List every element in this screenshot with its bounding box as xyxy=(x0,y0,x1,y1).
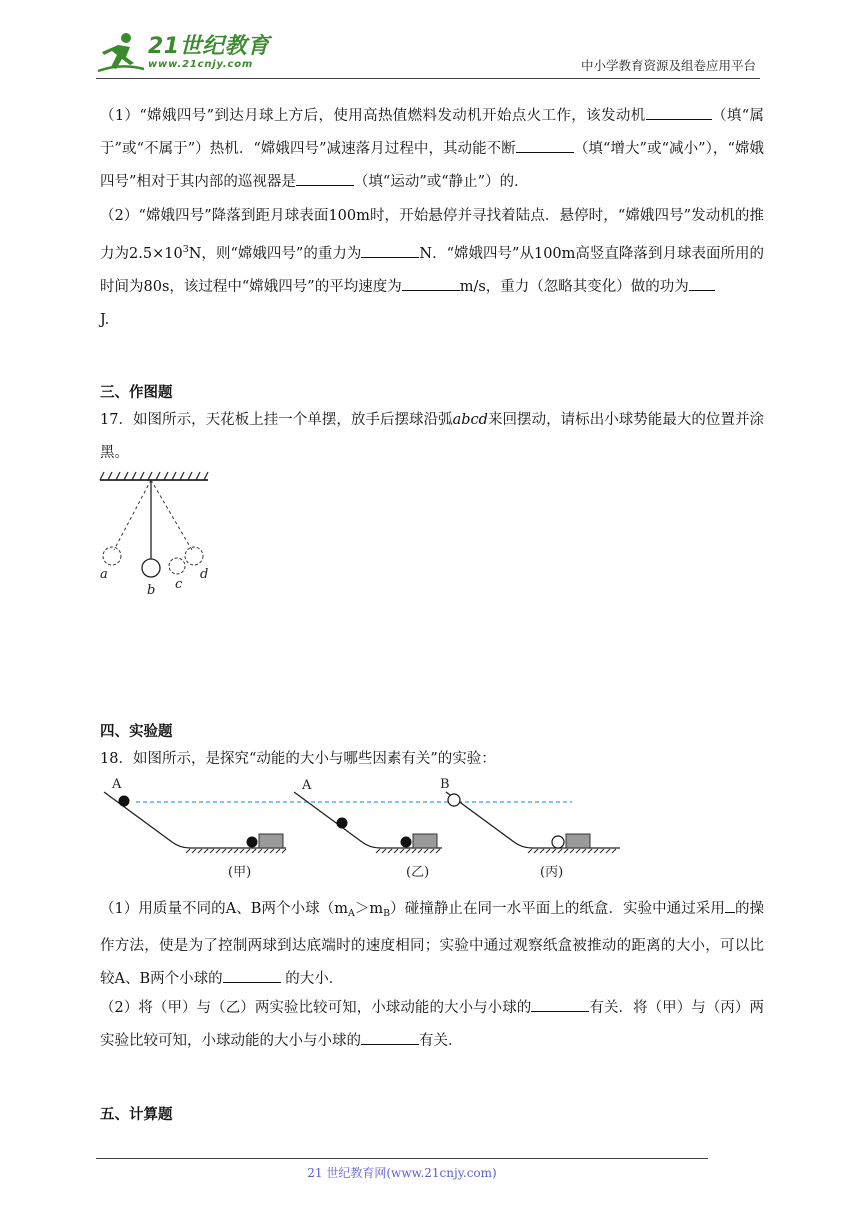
q16-p2-text-b: N，则“嫦娥四号”的重力为 xyxy=(188,246,362,262)
q18-p1-text-d: 的操作方法，使是为了控制两球到达底端时的速度相同；实验中通过观察纸盒被推动的距离的大小，可以比较A、B两个小球的 xyxy=(100,901,765,987)
caption-yi: (乙) xyxy=(406,865,430,880)
q18-intro-text: 18．如图所示，是探究“动能的大小与哪些因素有关”的实验： xyxy=(100,751,496,767)
q16-part2 xyxy=(100,200,764,337)
ball-position-b[interactable] xyxy=(142,559,160,577)
section-title-drawing: 三、作图题 xyxy=(100,384,173,401)
caption-bing: (丙) xyxy=(540,865,564,880)
q16-p2-text-e: J. xyxy=(100,312,110,328)
runner-logo-icon xyxy=(96,31,146,75)
paper-box xyxy=(259,834,283,848)
label-d: d xyxy=(200,567,209,582)
paper-box-2 xyxy=(413,834,437,848)
ball-position-d[interactable] xyxy=(185,547,203,565)
subscript-a: A xyxy=(348,908,355,919)
q18-p1-text-c: ）碰撞静止在同一水平面上的纸盒．实验中通过采用 xyxy=(390,901,725,917)
q16-part1 xyxy=(100,100,764,199)
label-ball-b: B xyxy=(440,777,450,792)
section-title-experiment: 四、实验题 xyxy=(100,723,173,740)
label-b: b xyxy=(147,583,156,598)
answer-blank[interactable] xyxy=(402,276,460,291)
subscript-b: B xyxy=(383,908,391,919)
section-title-calculation: 五、计算题 xyxy=(100,1106,173,1123)
q16-p1-text-c: （填“增大”或“减小”），“嫦娥四号”相对于其内部的巡视器是 xyxy=(100,141,764,190)
label-a: a xyxy=(100,567,108,582)
logo-title: 21世纪教育 xyxy=(148,34,270,59)
answer-blank[interactable] xyxy=(725,898,735,913)
q16-p1-text-d: （填“运动”或“静止”）的． xyxy=(353,174,529,190)
footer-divider xyxy=(96,1158,708,1159)
q18-p1-text-a: （1）用质量不同的A、B两个小球（m xyxy=(100,901,349,917)
q18-p2-text-b: 有关．将（甲）与（丙）两实验比较可知，小球动能的大小与小球的 xyxy=(100,1000,764,1049)
logo-url: www.21cnjy.com xyxy=(148,59,254,70)
label-ball-a: A xyxy=(112,777,122,792)
q18-p1-text-b: ＞m xyxy=(354,901,384,917)
q16-p2-text-a: （2）“嫦娥四号”降落到距月球表面100m时，开始悬停并寻找着陆点．悬停时，“嫦娥四号”发动机的推力为2.5×10 xyxy=(100,208,764,262)
ball-a-bottom xyxy=(247,837,258,848)
ball-a-bottom-2 xyxy=(401,837,412,848)
ball-b-bottom xyxy=(552,836,564,848)
q18-p2-text-c: 有关． xyxy=(419,1033,463,1049)
label-c: c xyxy=(175,577,183,592)
page-header xyxy=(96,30,760,79)
q17-text-b: 来回摆动，请标出小球势能最大的位置并涂黑。 xyxy=(100,412,764,461)
setup-bing xyxy=(440,777,620,880)
answer-blank[interactable] xyxy=(689,276,715,291)
answer-blank[interactable] xyxy=(361,243,419,258)
ramp-experiment-figure xyxy=(96,772,626,882)
q18-p1-text-e: 的大小． xyxy=(280,971,344,987)
site-logo[interactable] xyxy=(96,30,270,76)
setup-yi xyxy=(294,778,442,880)
pendulum-figure xyxy=(96,470,212,600)
ball-a-top xyxy=(119,796,130,807)
caption-jia: (甲) xyxy=(228,865,252,880)
answer-blank[interactable] xyxy=(531,997,589,1012)
paper-box-3 xyxy=(566,834,590,848)
q18-p2-text-a: （2）将（甲）与（乙）两实验比较可知，小球动能的大小与小球的 xyxy=(100,1000,532,1016)
platform-title: 中小学教育资源及组卷应用平台 xyxy=(580,58,756,73)
ball-a-mid xyxy=(337,818,348,829)
q17-arc-label: abcd xyxy=(452,412,488,428)
q16-p1-text-b: （填“属于”或“不属于”）热机．“嫦娥四号”减速落月过程中，其动能不断 xyxy=(100,108,764,157)
ball-position-c[interactable] xyxy=(169,558,185,574)
answer-blank[interactable] xyxy=(296,171,354,186)
answer-blank[interactable] xyxy=(223,968,281,983)
q18-part1 xyxy=(100,893,764,996)
q16-p1-text-a: （1）“嫦娥四号”到达月球上方后，使用高热值燃料发动机开始点火工作，该发动机 xyxy=(100,108,646,124)
exponent: 3 xyxy=(182,244,189,255)
q17 xyxy=(100,404,764,470)
q17-text-a: 17．如图所示，天花板上挂一个单摆，放手后摆球沿弧 xyxy=(100,412,453,428)
ceiling xyxy=(100,472,208,480)
answer-blank[interactable] xyxy=(516,138,574,153)
answer-blank[interactable] xyxy=(646,105,712,120)
pendulum-strings xyxy=(114,480,192,560)
page-footer[interactable]: 21 世纪教育网(www.21cnjy.com) xyxy=(307,1166,497,1180)
answer-blank[interactable] xyxy=(361,1030,419,1045)
setup-jia xyxy=(104,777,286,880)
ball-position-a[interactable] xyxy=(103,547,121,565)
q16-p2-text-c: N．“嫦娥四号”从100m高竖直降落到月球表面所用的时间为80s，该过程中“嫦娥四号”的平均速度为 xyxy=(100,246,765,295)
q16-p2-text-d: m/s，重力（忽略其变化）做的功为 xyxy=(459,279,689,295)
ball-b-top xyxy=(448,794,460,806)
label-ball-a-2: A xyxy=(302,778,312,793)
q18-part2 xyxy=(100,992,764,1058)
